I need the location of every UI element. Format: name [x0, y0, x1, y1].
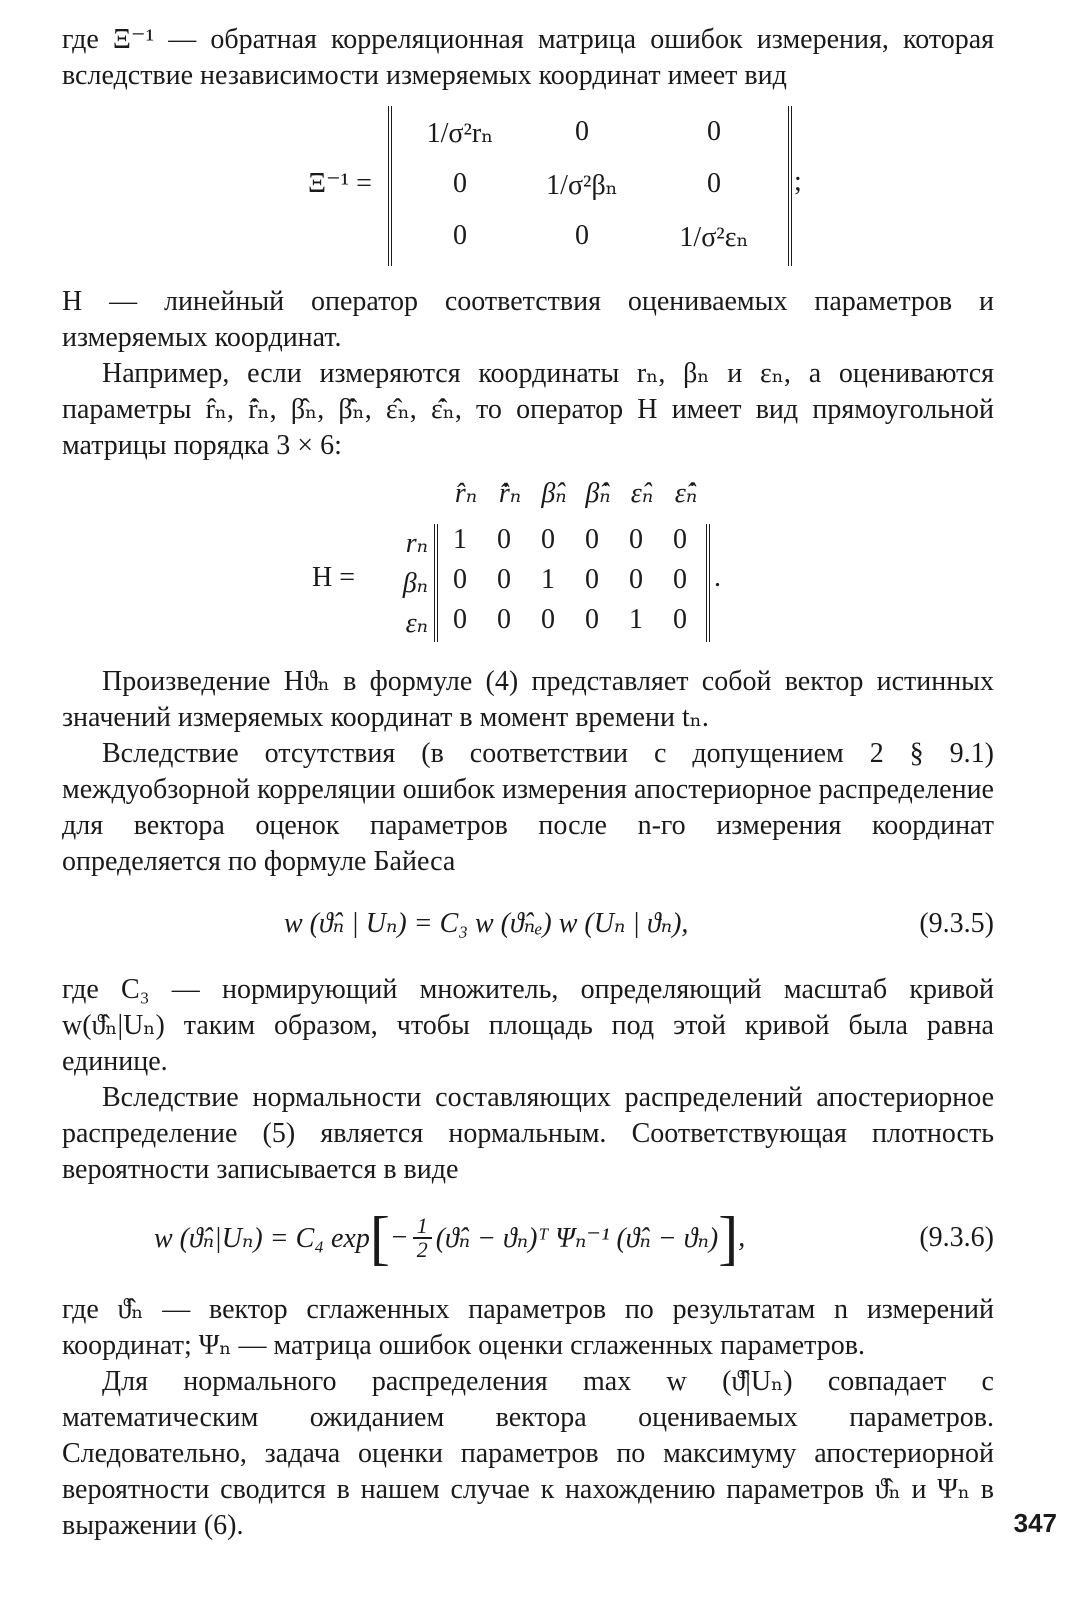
xi-cell: 0: [575, 116, 589, 147]
fraction-numerator: 1: [413, 1215, 432, 1239]
h-cell: 1: [629, 604, 643, 635]
h-cell: 0: [629, 524, 643, 555]
h-row-label: rₙ: [405, 528, 428, 559]
h-cell: 0: [541, 604, 555, 635]
right-bracket-icon: ]: [718, 1205, 739, 1271]
xi-matrix-equation: [62, 106, 994, 276]
h-col-header: ε̂̇ₙ: [674, 478, 698, 509]
h-col-header: β̂̇ₙ: [585, 478, 611, 509]
fraction-denominator: 2: [416, 1237, 428, 1262]
formula-right: (ϑ̂ₙ − ϑₙ)ᵀ Ψₙ⁻¹ (ϑ̂ₙ − ϑₙ): [435, 1223, 719, 1254]
h-col-header: β̂ₙ: [541, 478, 567, 509]
h-cell: 0: [541, 524, 555, 555]
h-cell: 0: [585, 524, 599, 555]
h-row-label: εₙ: [405, 608, 428, 639]
fraction: [413, 1215, 432, 1261]
h-cell: 0: [673, 604, 687, 635]
xi-cell: 1/σ²εₙ: [679, 222, 749, 253]
xi-cell: 0: [575, 220, 589, 251]
h-cell: 0: [585, 604, 599, 635]
equation-number: (9.3.5): [919, 908, 994, 939]
paragraph-smoothed: где ϑ̂ₙ — вектор сглаженных параметров по результатам n измерений координат; Ψₙ — матрица ошибок оценки сглаженных параметров.: [62, 1294, 994, 1361]
paragraph-h-operator: Н — линейный оператор соответствия оцениваемых параметров и измеряемых координат.: [62, 286, 994, 353]
paragraph-normalizing: где C₃ — нормирующий множитель, определяющий масштаб кривой w(ϑ̂ₙ|Uₙ) таким образом, чтобы площадь под этой кривой была равна единице.: [62, 974, 994, 1077]
h-row-label: βₙ: [402, 568, 428, 599]
xi-cell: 0: [453, 168, 467, 199]
equation-number: (9.3.6): [919, 1222, 994, 1253]
page-number: 347: [1013, 1508, 1057, 1538]
h-cell: 0: [673, 524, 687, 555]
formula-9-3-5: [62, 896, 994, 958]
h-matrix-period: .: [714, 562, 721, 593]
h-cell: 0: [497, 604, 511, 635]
paragraph-conclusion: Для нормального распределения max w (ϑ̂|Uₙ) совпадает с математическим ожиданием вектора оцениваемых параметров. Следовательно, задача оценки параметров по максимуму апостериорной вероятности сводится в нашем случае к нахождению параметров ϑ̂ₙ и Ψₙ в выражении (6).: [62, 1366, 994, 1541]
h-col-header: r̂ₙ: [454, 478, 478, 509]
paragraph-xi-intro: где Ξ⁻¹ — обратная корреляционная матрица ошибок измерения, которая вследствие независимости измеряемых координат имеет вид: [62, 24, 994, 91]
xi-matrix: [388, 106, 792, 266]
h-cell: 0: [497, 524, 511, 555]
h-cell: 0: [453, 564, 467, 595]
formula-body: w (ϑ̂ₙ | Uₙ) = C₃ w (ϑ̂ₙₑ) w (Uₙ | ϑₙ),: [284, 908, 689, 939]
h-col-header: ε̂ₙ: [630, 478, 654, 509]
formula-9-3-6: [62, 1204, 994, 1278]
h-cell: 1: [453, 524, 467, 555]
h-matrix-equation: [62, 476, 994, 646]
h-matrix-lhs: Н =: [312, 562, 356, 593]
h-cell: 0: [585, 564, 599, 595]
minus-sign: −: [389, 1222, 409, 1253]
paragraph-product: Произведение Нϑₙ в формуле (4) представляет собой вектор истинных значений измеряемых координат в момент времени tₙ.: [62, 666, 994, 733]
h-col-header: r̂̇ₙ: [498, 478, 522, 509]
xi-matrix-lhs: Ξ⁻¹ =: [308, 168, 372, 199]
left-bracket-icon: [: [369, 1205, 390, 1271]
h-matrix: [434, 524, 710, 642]
comma: ,: [738, 1222, 746, 1253]
h-cell: 0: [497, 564, 511, 595]
paragraph-example: Например, если измеряются координаты rₙ, βₙ и εₙ, а оцениваются параметры r̂ₙ, r̂̇ₙ, β̂ₙ, β̂̇ₙ, ε̂ₙ, ε̂̇ₙ, то оператор Н имеет вид прямоугольной матрицы порядка 3 × 6:: [62, 358, 994, 461]
h-cell: 0: [453, 604, 467, 635]
xi-cell: 0: [707, 116, 721, 147]
formula-body: [154, 1205, 746, 1271]
xi-cell: 0: [453, 220, 467, 251]
h-cell: 1: [541, 564, 555, 595]
xi-cell: 1/σ²rₙ: [426, 118, 494, 149]
h-cell: 0: [673, 564, 687, 595]
page: [62, 22, 994, 1544]
xi-matrix-semicolon: ;: [794, 166, 802, 197]
h-cell: 0: [629, 564, 643, 595]
xi-cell: 1/σ²βₙ: [546, 170, 618, 201]
paragraph-normality: Вследствие нормальности составляющих распределений апостериорное распределение (5) является нормальным. Соответствующая плотность вероятности записывается в виде: [62, 1082, 994, 1185]
paragraph-bayes-intro: Вследствие отсутствия (в соответствии с допущением 2 § 9.1) междуобзорной корреляции ошибок измерения апостериорное распределение для вектора оценок параметров после n-го измерения координат определяется по формуле Байеса: [62, 738, 994, 877]
xi-cell: 0: [707, 168, 721, 199]
formula-left: w (ϑ̂ₙ|Uₙ) = C₄ exp: [154, 1223, 370, 1254]
